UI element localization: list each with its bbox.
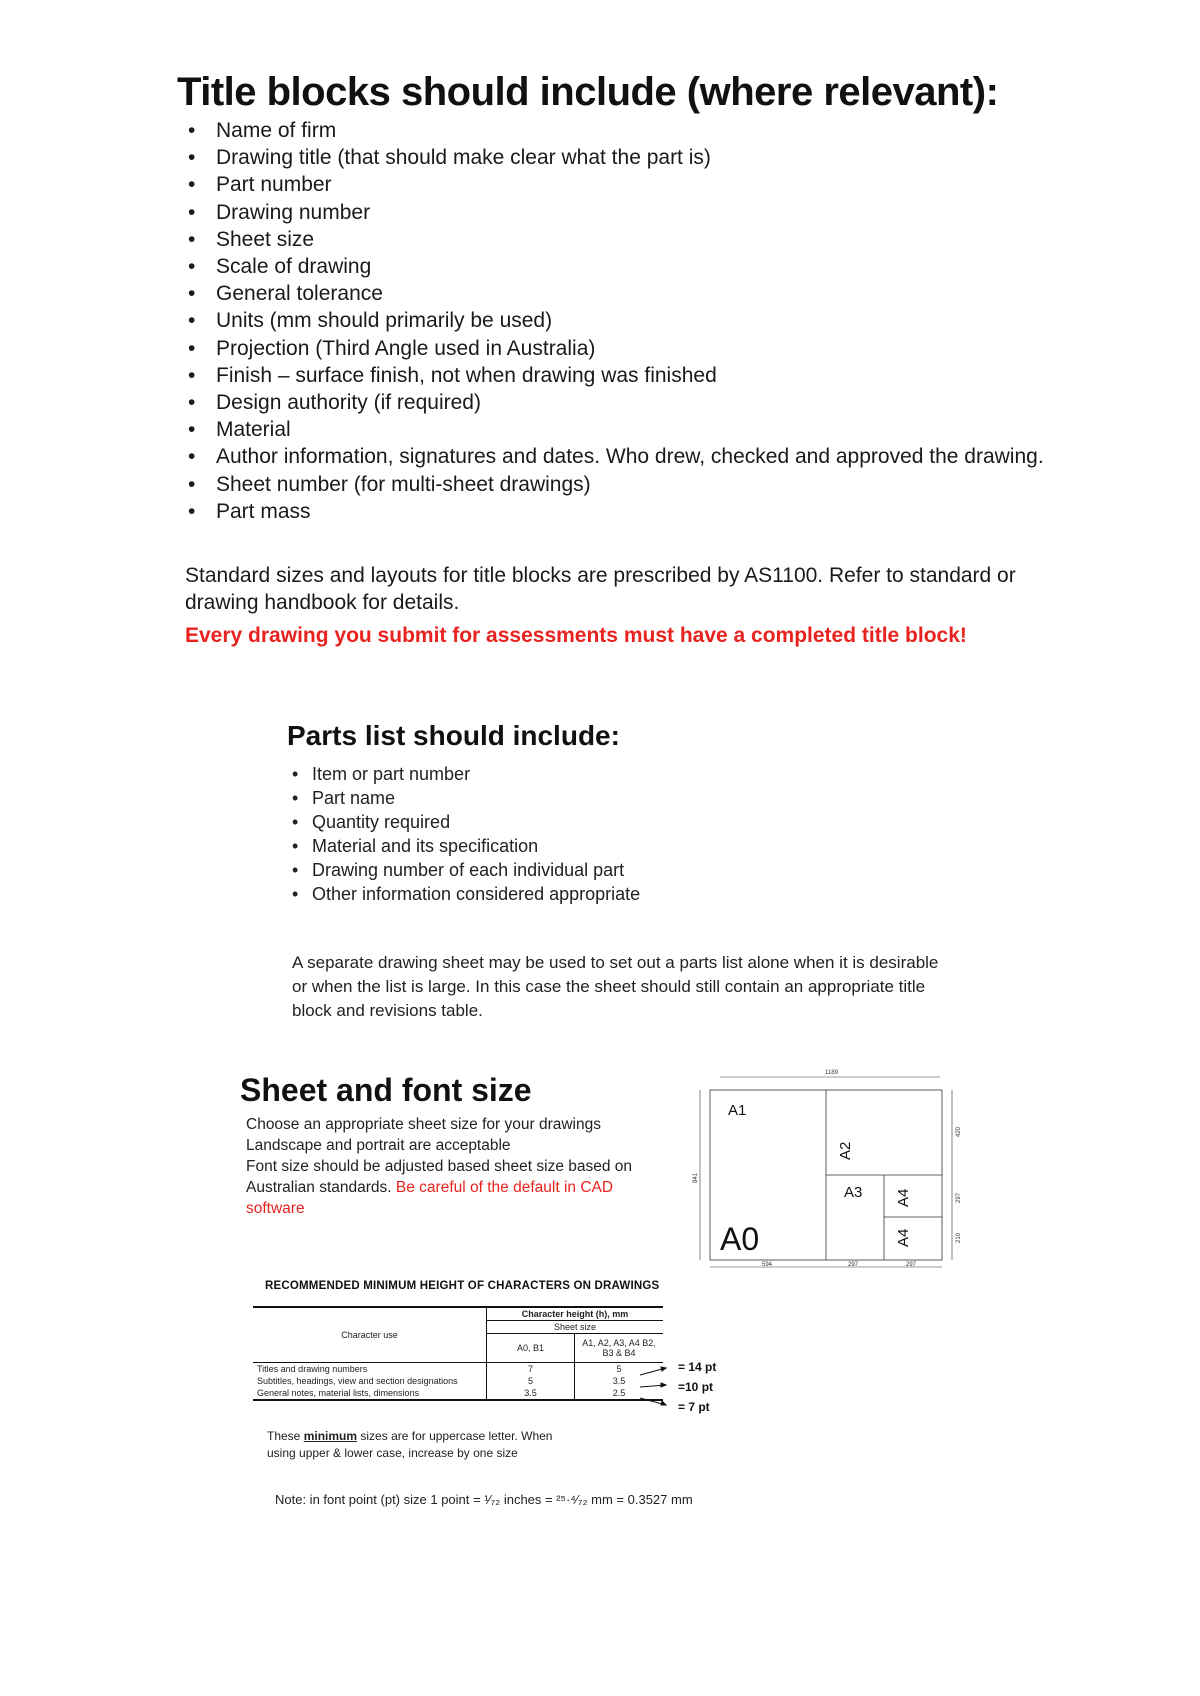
standard-text: Standard sizes and layouts for title blocks are prescribed by AS1100. Refer to standard or drawing handbook for details.: [185, 564, 1016, 614]
character-use-header: Character use: [253, 1307, 487, 1363]
dim-bottom-3: 297: [906, 1262, 917, 1268]
arrowhead-7pt: [661, 1401, 666, 1405]
sheet-size-header: Sheet size: [487, 1321, 664, 1334]
dim-top: 1189: [825, 1070, 838, 1076]
list-item: • Name of firm: [180, 117, 1060, 144]
row-use: Subtitles, headings, view and section designations: [257, 1376, 458, 1386]
note-suffix: sizes are for uppercase letter. When using upper & lower case, increase by one size: [267, 1429, 553, 1460]
list-item: • Drawing number: [180, 199, 1060, 226]
dim-right-mid: 297: [956, 1192, 962, 1203]
note-bold: minimum: [303, 1429, 358, 1443]
char-table-title: RECOMMENDED MINIMUM HEIGHT OF CHARACTERS ON DRAWINGS: [265, 1280, 660, 1292]
dim-right-bottom: 210: [956, 1232, 962, 1243]
dim-bottom-2: 297: [848, 1262, 859, 1268]
list-item: • Sheet size: [180, 226, 1060, 253]
row-col1: 3.5: [487, 1387, 575, 1400]
list-item: • Projection (Third Angle used in Australia): [180, 335, 1060, 362]
list-item: • Finish – surface finish, not when drawing was finished: [180, 362, 1060, 389]
row-col1: 5: [487, 1375, 575, 1387]
dim-bottom-1: 594: [762, 1262, 773, 1268]
sheet-line-3-text: Font size should be adjusted based sheet size based on Australian standards.: [246, 1158, 633, 1196]
cad-warning: Be careful of the default in CAD software: [246, 1179, 614, 1217]
list-item: • Material: [180, 416, 1060, 443]
arrowhead-10pt: [661, 1383, 666, 1387]
note-prefix: These: [267, 1429, 301, 1443]
label-a2: A2: [837, 1141, 854, 1160]
row-col2: 5: [575, 1363, 664, 1376]
list-item: • Drawing number of each individual part: [290, 858, 990, 882]
sheet-line-1: Choose an appropriate sheet size for your drawings: [246, 1116, 601, 1133]
title-blocks-heading: Title blocks should include (where relevant):: [177, 70, 999, 114]
sheet-size-diagram: [690, 1065, 965, 1270]
list-item: • Part name: [290, 786, 990, 810]
row-col1: 7: [487, 1363, 575, 1376]
row-col2: 2.5: [575, 1387, 664, 1400]
sheet-line-2: Landscape and portrait are acceptable: [246, 1137, 511, 1154]
sheet-font-heading: Sheet and font size: [240, 1072, 532, 1108]
list-item: • Part mass: [180, 498, 1060, 525]
list-item: • Design authority (if required): [180, 389, 1060, 416]
label-a3: A3: [844, 1184, 863, 1201]
minimum-size-note: [267, 1428, 567, 1462]
list-item: • Material and its specification: [290, 834, 990, 858]
list-item: • Author information, signatures and dates. Who drew, checked and approved the drawing.: [180, 443, 1060, 470]
pt-label-14: = 14 pt: [678, 1360, 717, 1374]
dim-left: 841: [693, 1172, 699, 1183]
parts-list: [290, 762, 990, 906]
row-use: Titles and drawing numbers: [253, 1363, 487, 1376]
row-use: General notes, material lists, dimensions: [253, 1387, 487, 1400]
label-a1: A1: [728, 1102, 747, 1119]
col2-header: A1, A2, A3, A4 B2, B3 & B4: [575, 1334, 664, 1363]
parts-list-heading: Parts list should include:: [287, 720, 620, 751]
title-blocks-list: [180, 117, 1060, 525]
arrowhead-14pt: [661, 1367, 666, 1371]
label-a4-top: A4: [895, 1188, 912, 1207]
sheet-font-text: [246, 1114, 666, 1219]
list-item: • Other information considered appropriate: [290, 882, 990, 906]
char-height-table: [253, 1306, 663, 1401]
list-item: • Units (mm should primarily be used): [180, 307, 1060, 334]
pt-label-10: =10 pt: [678, 1380, 714, 1394]
parts-list-paragraph: A separate drawing sheet may be used to set out a parts list alone when it is desirable or when the list is large. In this case the sheet should still contain an appropriate title block and revisions table.: [292, 953, 939, 1020]
list-item: • Quantity required: [290, 810, 990, 834]
row-col2: 3.5: [575, 1375, 664, 1387]
label-a0: A0: [720, 1221, 760, 1257]
pt-arrows: [620, 1360, 680, 1415]
char-height-header: Character height (h), mm: [487, 1307, 664, 1321]
list-item: • Item or part number: [290, 762, 990, 786]
list-item: • Drawing title (that should make clear what the part is): [180, 144, 1060, 171]
list-item: • Scale of drawing: [180, 253, 1060, 280]
pt-label-7: = 7 pt: [678, 1400, 710, 1414]
sheet-line-3: [246, 1156, 666, 1219]
label-a4-bottom: A4: [895, 1228, 912, 1247]
title-block-warning: Every drawing you submit for assessments must have a completed title block!: [185, 624, 967, 647]
list-item: • Part number: [180, 171, 1060, 198]
col1-header: A0, B1: [487, 1334, 575, 1363]
list-item: • Sheet number (for multi-sheet drawings): [180, 471, 1060, 498]
list-item: • General tolerance: [180, 280, 1060, 307]
dim-right-top: 420: [956, 1126, 962, 1137]
font-point-note: Note: in font point (pt) size 1 point = ¹⁄₇₂ inches = ²⁵·⁴⁄₇₂ mm = 0.3527 mm: [275, 1492, 693, 1507]
